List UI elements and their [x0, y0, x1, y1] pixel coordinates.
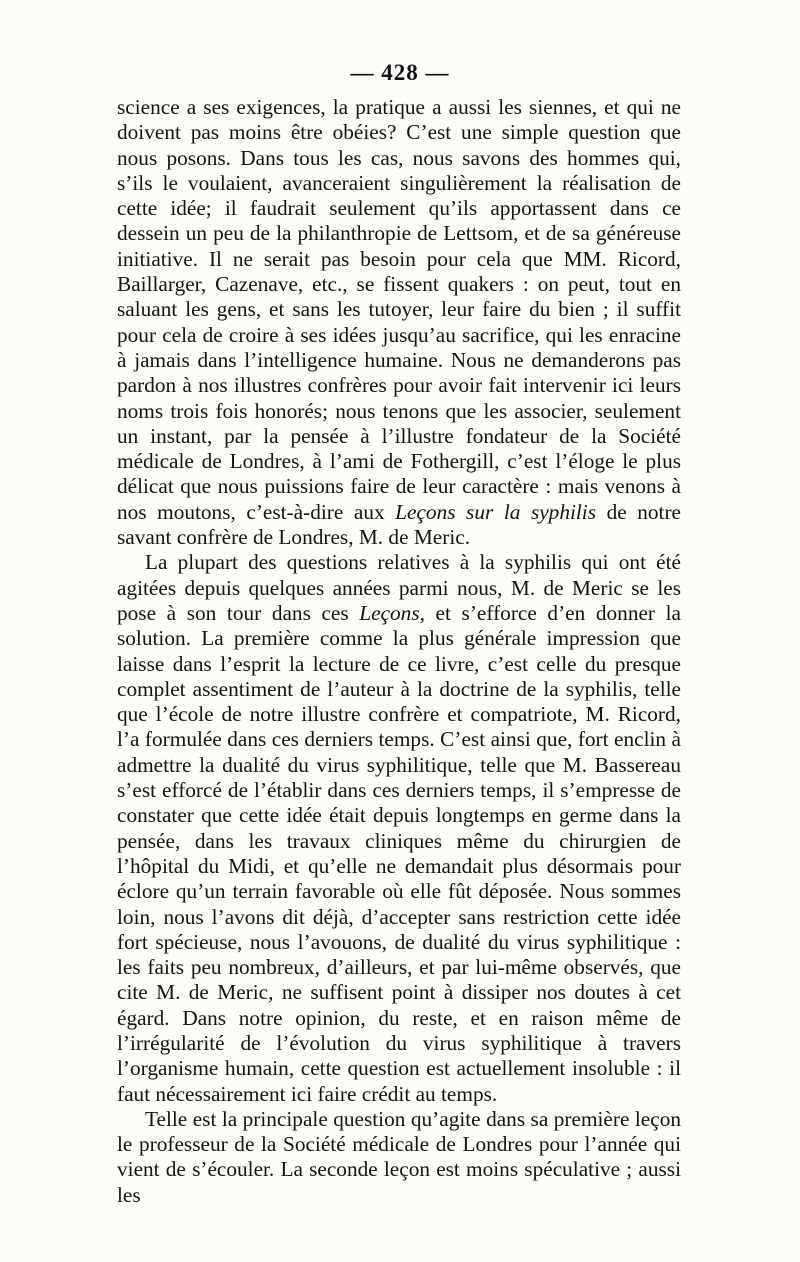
text-segment: de notre savant confrère de Londres, M. de Meric.: [117, 499, 681, 550]
paragraph: [117, 1107, 681, 1208]
paragraph: [117, 95, 681, 550]
paragraph: [117, 550, 681, 1107]
page-number: — 428 —: [350, 60, 450, 85]
text-segment: La plupart des questions relatives à la syphilis qui ont été agitées depuis quelques années parmi nous, M. de Meric se les pose à son tour dans ces: [117, 550, 681, 625]
text-segment: science a ses exigences, la pratique a aussi les siennes, et qui ne doivent pas moins être obéies? C’est une simple question que nous posons. Dans tous les cas, nous savons des hommes qui, s’ils le voulaient, avanceraient singulièrement la réalisation de cette idée; il faudrait seulement qu’ils apportassent dans ce dessein un peu de la philanthropie de Lettsom, et de sa généreuse initiative. Il ne serait pas besoin pour cela que MM. Ricord, Baillarger, Cazenave, etc., se fissent quakers : on peut, tout en saluant les gens, et sans les tutoyer, leur faire du bien ; il suffit pour cela de croire à ses idées jusqu’au sacrifice, qui les enracine à jamais dans l’intelligence humaine. Nous ne demanderons pas pardon à nos illustres confrères pour avoir fait intervenir ici leurs noms trois fois honorés; nous tenons que les associer, seulement un instant, par la pensée à l’illustre fondateur de la Société médicale de Londres, à l’ami de Fothergill, c’est l’éloge le plus délicat que nous puissions faire de leur caractère : mais venons à nos moutons, c’est-à-dire aux: [117, 95, 681, 524]
text-segment: , et s’efforce d’en donner la solution. La première comme la plus générale impression que laisse dans l’esprit la lecture de ce livre, c’est celle du presque complet assentiment de l’auteur à la doctrine de la syphilis, telle que l’école de notre illustre confrère et compatriote, M. Ricord, l’a formulée dans ces derniers temps. C’est ainsi que, fort enclin à admettre la dualité du virus syphilitique, telle que M. Bassereau s’est efforcé de l’établir dans ces derniers temps, il s’empresse de constater que cette idée était depuis longtemps en germe dans la pensée, dans les travaux cliniques même du chirurgien de l’hôpital du Midi, et qu’elle ne demandait plus désormais pour éclore qu’un terrain favorable où elle fût déposée. Nous sommes loin, nous l’avons dit déjà, d’accepter sans restriction cette idée fort spécieuse, nous l’avouons, de dualité du virus syphilitique : les faits peu nombreux, d’ailleurs, et par lui-même observés, que cite M. de Meric, ne suffisent point à dissiper nos doutes à cet égard. Dans notre opinion, du reste, et en raison même de l’irrégularité de l’évolution du virus syphilitique à travers l’organisme humain, cette question est actuellement insoluble : il faut nécessairement ici faire crédit au temps.: [117, 600, 681, 1106]
italic-title: Leçons: [359, 600, 420, 625]
body-text: [117, 95, 681, 1208]
text-segment: Telle est la principale question qu’agite dans sa première leçon le professeur de la Société médicale de Londres pour l’année qui vient de s’écouler. La seconde leçon est moins spéculative ; aussi les: [117, 1106, 681, 1207]
italic-title: Leçons sur la syphilis: [395, 499, 597, 524]
